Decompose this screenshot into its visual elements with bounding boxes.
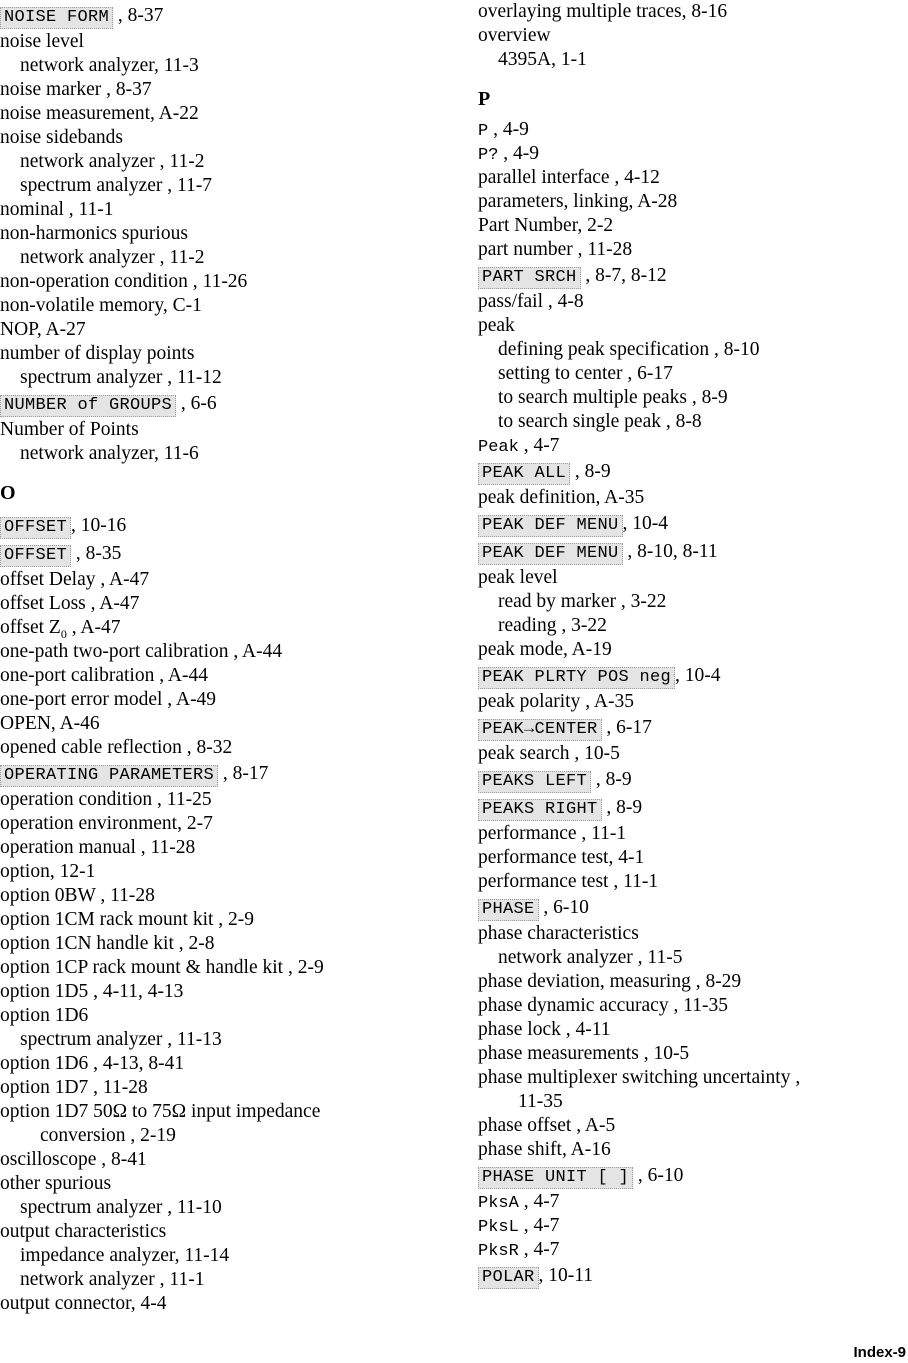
entry-text: overview [478,25,551,46]
softkey-label: PEAK PLRTY POS neg [478,667,675,689]
entry-text: peak definition, A-35 [478,487,645,508]
index-entry [478,766,903,794]
entry-text: impedance analyzer, 11-14 [20,1245,230,1266]
index-entry [0,1148,460,1172]
index-entry [478,410,903,434]
entry-text: offset Loss , A-47 [0,593,140,614]
entry-text: Part Number, 2-2 [478,215,614,236]
index-entry [0,294,460,318]
entry-text: OPEN, A-46 [0,713,100,734]
index-entry [478,1162,903,1190]
entry-text: oscilloscope , 8-41 [0,1149,147,1170]
entry-text: noise measurement, A-22 [0,103,199,124]
command-name: PksA [478,1194,519,1213]
softkey-label: PHASE UNIT [ ] [478,1167,633,1189]
index-entry [0,54,460,78]
entry-text: performance test, 4-1 [478,847,645,868]
entry-text: , 8-9 [601,797,643,818]
index-entry [478,1190,903,1214]
entry-text: option 1CN handle kit , 2-8 [0,933,215,954]
index-entry [0,390,460,418]
softkey-label: PHASE [478,899,539,921]
entry-text: option, 12-1 [0,861,96,882]
index-entry [478,742,903,766]
index-entry [0,616,460,640]
index-entry [478,142,903,166]
entry-text: non-harmonics spurious [0,223,188,244]
entry-text: parameters, linking, A-28 [478,191,678,212]
index-entry [478,314,903,338]
index-entry [478,118,903,142]
index-entry [0,246,460,270]
index-entry [478,24,903,48]
index-entry [0,1244,460,1268]
index-entry [0,664,460,688]
subscript: 0 [60,626,67,641]
section-gap [0,466,460,480]
index-entry [478,338,903,362]
command-name: P [478,122,489,141]
index-entry [478,538,903,566]
index-entry [0,712,460,736]
entry-text: phase lock , 4-11 [478,1019,611,1040]
index-entry [0,1052,460,1076]
index-entry [0,442,460,466]
index-entry [0,78,460,102]
entry-text: peak level [478,567,558,588]
entry-text: performance , 11-1 [478,823,627,844]
entry-text: , 10-11 [538,1265,594,1286]
entry-text: setting to center , 6-17 [498,363,673,384]
entry-text: overlaying multiple traces, 8-16 [478,1,728,22]
entry-text: option 1CM rack mount kit , 2-9 [0,909,255,930]
index-entry [0,198,460,222]
index-entry [0,760,460,788]
entry-text: to search multiple peaks , 8-9 [498,387,728,408]
index-entry [478,662,903,690]
index-entry [0,126,460,150]
index-entry [478,1018,903,1042]
index-entry [478,362,903,386]
index-entry [478,590,903,614]
entry-text: non-operation condition , 11-26 [0,271,248,292]
index-entry [0,418,460,442]
index-entry [0,884,460,908]
index-entry [0,592,460,616]
entry-text: option 1D6 , 4-13, 8-41 [0,1053,185,1074]
section-heading: P [478,88,491,110]
command-name: Peak [478,438,519,457]
index-entry [478,48,903,72]
entry-text: nominal , 11-1 [0,199,114,220]
softkey-label: PEAK DEF MENU [478,543,623,565]
index-entry [0,366,460,390]
entry-text: network analyzer , 11-2 [20,151,205,172]
entry-text: offset Delay , A-47 [0,569,150,590]
index-entry [478,894,903,922]
entry-text: , 4-9 [488,119,529,140]
entry-text: phase multiplexer switching uncertainty , [478,1067,801,1088]
index-entry [0,1196,460,1220]
entry-text: , 8-9 [570,461,611,482]
entry-text: non-volatile memory, C-1 [0,295,202,316]
entry-text: Number of Points [0,419,139,440]
index-entry [478,1114,903,1138]
index-entry [478,970,903,994]
index-entry [0,1292,460,1316]
entry-text: 11-35 [518,1091,563,1112]
entry-text: 4395A, 1-1 [498,49,587,70]
entry-text: option 1D7 , 11-28 [0,1077,148,1098]
entry-text: spectrum analyzer , 11-13 [20,1029,222,1050]
entry-text: NOP, A-27 [0,319,86,340]
entry-text: , 8-7, 8-12 [580,265,667,286]
entry-text: , 8-17 [218,763,269,784]
index-entry [478,290,903,314]
softkey-label: PEAK DEF MENU [478,515,623,537]
index-entry [0,836,460,860]
index-entry [478,1066,903,1090]
index-entry [478,566,903,590]
index-entry [478,1262,903,1290]
softkey-label: OPERATING PARAMETERS [0,765,218,787]
entry-text: conversion , 2-19 [40,1125,176,1146]
entry-text: peak polarity , A-35 [478,691,634,712]
softkey-label: NUMBER of GROUPS [0,395,176,417]
index-entry [0,860,460,884]
index-entry [0,2,460,30]
entry-text: output connector, 4-4 [0,1293,167,1314]
index-entry [478,386,903,410]
entry-text: reading , 3-22 [498,615,607,636]
index-entry [0,568,460,592]
index-entry [478,166,903,190]
softkey-label: OFFSET [0,517,71,539]
index-entry [0,1076,460,1100]
page-number: Index-9 [853,1344,906,1361]
index-entry [0,1268,460,1292]
index-entry [478,794,903,822]
index-entry [0,908,460,932]
entry-text: one-port error model , A-49 [0,689,217,710]
index-entry [0,1220,460,1244]
index-entry [0,1004,460,1028]
entry-text: to search single peak , 8-8 [498,411,702,432]
index-entry [478,1042,903,1066]
entry-text: , 4-9 [498,143,540,164]
index-entry [478,614,903,638]
softkey-label: PEAKS LEFT [478,771,591,793]
entry-text: one-port calibration , A-44 [0,665,208,686]
index-entry [0,956,460,980]
entry-text: option 1D6 [0,1005,89,1026]
entry-text: , 6-10 [633,1165,684,1186]
entry-text: option 1CP rack mount & handle kit , 2-9 [0,957,324,978]
index-entry [0,788,460,812]
entry-text: , 10-16 [71,515,127,536]
index-entry [478,486,903,510]
index-entry [0,1100,460,1124]
entry-text: phase shift, A-16 [478,1139,611,1160]
index-entry [478,510,903,538]
entry-text: number of display points [0,343,195,364]
entry-text: option 1D7 50Ω to 75Ω input impedance [0,1101,321,1122]
index-entry [0,342,460,366]
entry-text: option 1D5 , 4-11, 4-13 [0,981,184,1002]
entry-text: operation condition , 11-25 [0,789,212,810]
index-entry [478,690,903,714]
index-entry [478,262,903,290]
entry-text: , 6-6 [176,393,217,414]
index-entry [478,458,903,486]
softkey-label: PEAKS RIGHT [478,799,602,821]
index-entry [0,1124,460,1148]
entry-text: , 4-7 [518,1215,560,1236]
entry-text: , 10-4 [622,513,669,534]
index-entry [0,640,460,664]
softkey-label: PEAK→CENTER [478,719,602,741]
entry-text: , 4-7 [518,1239,560,1260]
softkey-label: NOISE FORM [0,7,113,29]
index-entry [478,714,903,742]
entry-text: , 4-7 [518,1191,560,1212]
entry-text: network analyzer , 11-5 [498,947,683,968]
entry-text: opened cable reflection , 8-32 [0,737,233,758]
index-entry [478,638,903,662]
command-name: PksL [478,1218,519,1237]
softkey-label: PEAK ALL [478,463,570,485]
index-entry [0,540,460,568]
index-entry [0,1172,460,1196]
index-entry [0,102,460,126]
entry-text: defining peak specification , 8-10 [498,339,760,360]
entry-text: other spurious [0,1173,112,1194]
entry-text: peak [478,315,515,336]
index-entry [478,238,903,262]
index-entry [478,1138,903,1162]
entry-text: , 6-10 [538,897,589,918]
entry-text: offset Z [0,617,61,638]
entry-text: , 8-10, 8-11 [622,541,718,562]
index-entry [478,846,903,870]
index-entry [0,174,460,198]
entry-text: phase dynamic accuracy , 11-35 [478,995,728,1016]
index-entry [0,932,460,956]
index-entry [0,980,460,1004]
entry-text: option 0BW , 11-28 [0,885,155,906]
index-entry [478,190,903,214]
index-column-right [478,0,903,1290]
entry-text: noise level [0,31,84,52]
entry-text: peak mode, A-19 [478,639,612,660]
index-entry [478,434,903,458]
entry-text: spectrum analyzer , 11-12 [20,367,222,388]
entry-text: network analyzer , 11-1 [20,1269,205,1290]
entry-text: phase offset , A-5 [478,1115,616,1136]
index-entry [0,30,460,54]
entry-text: spectrum analyzer , 11-10 [20,1197,222,1218]
entry-text: phase characteristics [478,923,639,944]
index-entry [0,688,460,712]
entry-text: part number , 11-28 [478,239,633,260]
section-gap [478,72,903,86]
entry-text: one-path two-port calibration , A-44 [0,641,283,662]
entry-text: network analyzer , 11-2 [20,247,205,268]
entry-text: , 10-4 [675,665,721,686]
index-entry [478,1238,903,1262]
index-entry [478,0,903,24]
entry-text: , 6-17 [601,717,652,738]
entry-text: peak search , 10-5 [478,743,620,764]
entry-text: spectrum analyzer , 11-7 [20,175,213,196]
index-entry [0,150,460,174]
section-heading: O [0,482,16,504]
entry-text: network analyzer, 11-6 [20,443,199,464]
entry-text: noise marker , 8-37 [0,79,152,100]
index-entry [478,1214,903,1238]
entry-text: operation manual , 11-28 [0,837,196,858]
entry-text: parallel interface , 4-12 [478,167,660,188]
entry-text: , 8-37 [113,5,164,26]
index-entry [0,812,460,836]
index-entry [478,946,903,970]
index-entry [0,512,460,540]
index-entry [478,1090,903,1114]
index-entry [478,822,903,846]
index-column-left [0,2,460,1316]
entry-text: output characteristics [0,1221,167,1242]
softkey-label: PART SRCH [478,267,581,289]
index-entry [0,318,460,342]
entry-text: performance test , 11-1 [478,871,659,892]
index-entry [0,270,460,294]
entry-text: network analyzer, 11-3 [20,55,199,76]
index-entry [478,922,903,946]
entry-text: operation environment, 2-7 [0,813,213,834]
entry-text: , 8-35 [71,543,122,564]
index-entry [478,214,903,238]
entry-text: read by marker , 3-22 [498,591,667,612]
entry-text-tail: , A-47 [66,617,121,638]
entry-text: pass/fail , 4-8 [478,291,584,312]
softkey-label: OFFSET [0,545,71,567]
command-name: PksR [478,1242,519,1261]
entry-text: phase measurements , 10-5 [478,1043,690,1064]
index-entry [0,736,460,760]
entry-text: noise sidebands [0,127,123,148]
entry-text: , 8-9 [591,769,632,790]
softkey-label: POLAR [478,1267,539,1289]
index-entry [478,870,903,894]
index-entry [0,222,460,246]
command-name: P? [478,146,499,165]
entry-text: phase deviation, measuring , 8-29 [478,971,742,992]
index-entry [478,994,903,1018]
entry-text: , 4-7 [518,435,560,456]
index-entry [0,1028,460,1052]
